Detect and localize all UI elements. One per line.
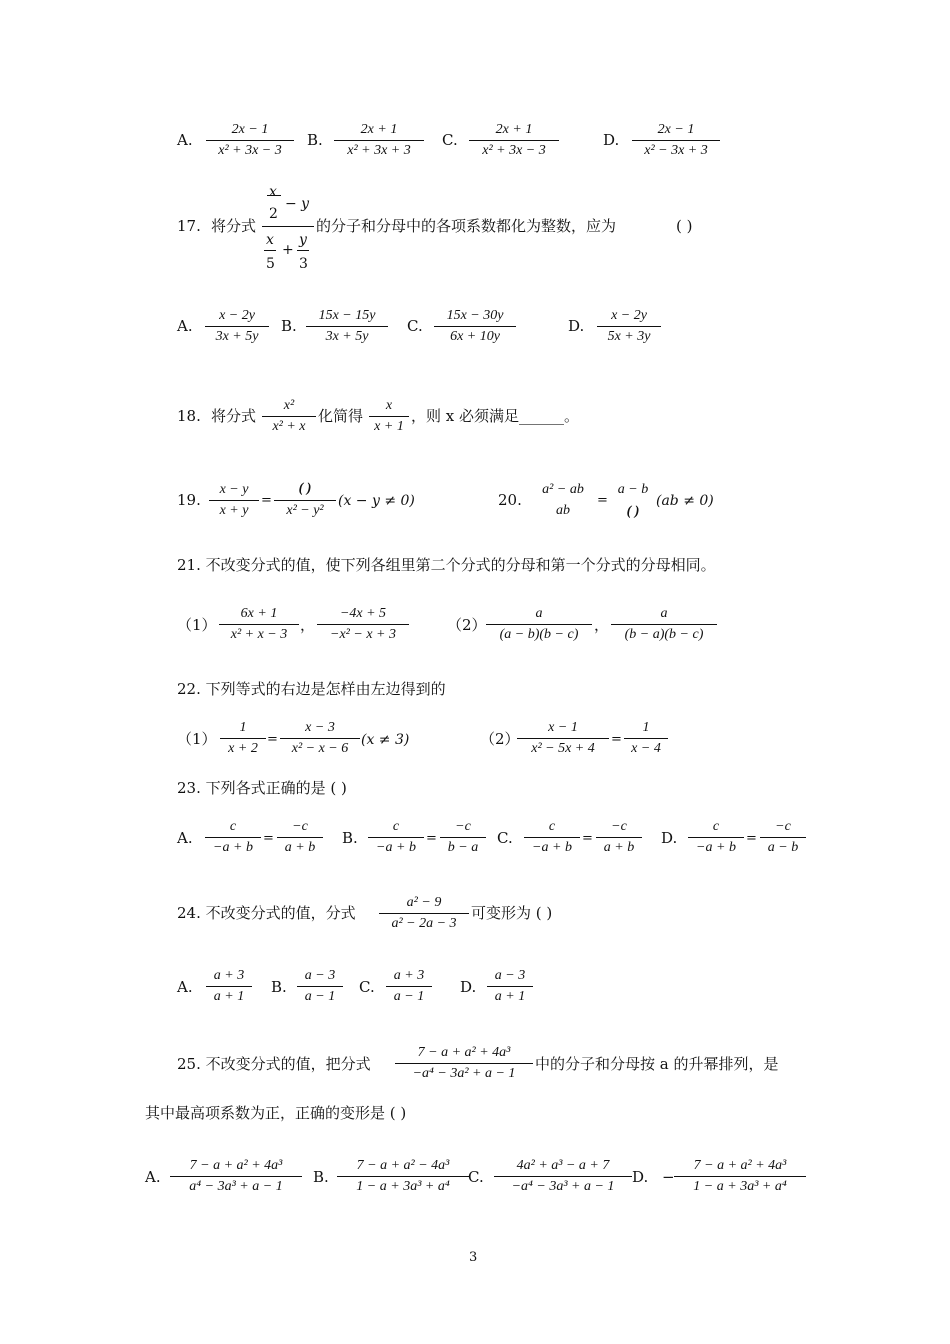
q17-number: 17. [177, 217, 201, 235]
numerator: a [535, 606, 543, 621]
q25-option-a-fraction [170, 1156, 302, 1197]
q25-fraction [395, 1043, 533, 1084]
numerator: c [392, 819, 400, 834]
numerator: a [660, 606, 668, 621]
numerator: a² − ab [542, 482, 584, 497]
q22-part1-equals: = [267, 732, 278, 747]
numerator: c [712, 819, 720, 834]
denominator: x² + x [272, 419, 306, 434]
numerator: x² [283, 398, 295, 413]
denominator-blank: ( ) [626, 504, 640, 519]
page-number: 3 [469, 1250, 478, 1265]
numerator: 7 − a + a² + 4a³ [693, 1158, 787, 1173]
numerator-blank: ( ) [298, 481, 312, 496]
denominator: ab [556, 503, 570, 518]
denominator: x + y [219, 503, 249, 518]
q16-option-c-label: C. [442, 131, 458, 149]
q20-condition: (ab ≠ 0) [656, 493, 714, 509]
denominator: a + 1 [494, 989, 526, 1004]
denominator: −a + b [213, 840, 253, 855]
denominator: a⁴ − 3a³ + a − 1 [189, 1179, 283, 1194]
q18-suffix: ，则 x 必须满足______。 [411, 407, 579, 425]
denominator: 6x + 10y [450, 329, 500, 344]
q22-part2-equals: = [611, 732, 622, 747]
q21-part2-label: （2） [447, 616, 487, 634]
q21-part1-label: （1） [177, 616, 217, 634]
q17-answer-blank: ( ) [676, 217, 693, 235]
q20-lhs-fraction [530, 480, 596, 521]
denominator: −a + b [532, 840, 572, 855]
q17-option-a-fraction [205, 306, 269, 347]
main-fraction-bar [262, 226, 314, 227]
denominator: x² + x − 3 [230, 627, 288, 642]
denominator: −a + b [376, 840, 416, 855]
denominator: x² + 3x + 3 [347, 143, 411, 158]
q17-complex-fraction [262, 184, 314, 276]
numerator: 7 − a + a² + 4a³ [189, 1158, 283, 1173]
q20-rhs-fraction [612, 480, 654, 523]
q19-number: 19. [177, 491, 201, 509]
q19-equals: = [261, 493, 272, 508]
q23-option-a-equals: = [263, 831, 274, 846]
numerator: a + 3 [213, 968, 245, 983]
q25-suffix: 中的分子和分母按 a 的升幂排列，是 [535, 1055, 779, 1073]
numerator: −c [775, 819, 791, 834]
denominator: x² + 3x − 3 [482, 143, 546, 158]
q19-lhs-fraction [209, 480, 259, 521]
q23-option-b-rhs [440, 817, 486, 858]
q21-part2-comma: ， [594, 616, 610, 634]
q23-option-d-rhs [760, 817, 806, 858]
q22-part2-rhs-fraction [624, 718, 668, 759]
q25-option-c-label: C. [468, 1168, 484, 1186]
q22-part1-condition: (x ≠ 3) [361, 732, 410, 748]
denominator: a − b [767, 840, 799, 855]
q17-top-two: 2 [269, 206, 278, 222]
q16-option-d-label: D. [603, 131, 620, 149]
q24-option-b-fraction [297, 966, 343, 1007]
q17-bottom-five: 5 [266, 256, 275, 272]
q25-option-b-label: B. [313, 1168, 329, 1186]
q23-text: 23. 下列各式正确的是 ( ) [177, 779, 347, 797]
q16-option-a-label: A. [177, 131, 193, 149]
numerator: 1 [642, 720, 650, 735]
numerator: 4a² + a³ − a + 7 [516, 1158, 610, 1173]
q18-fraction-1 [262, 396, 316, 437]
fraction-bar [264, 250, 276, 251]
numerator: x − y [219, 482, 249, 497]
denominator: x² − 3x + 3 [644, 143, 708, 158]
numerator: 7 − a + a² − 4a³ [356, 1158, 450, 1173]
q24-option-d-fraction [487, 966, 533, 1007]
q17-option-d-fraction [597, 306, 661, 347]
q24-option-c-fraction [386, 966, 432, 1007]
numerator: −c [455, 819, 471, 834]
numerator: a − b [617, 482, 649, 497]
q18-prefix: 将分式 [211, 407, 257, 425]
numerator: x − 2y [611, 308, 647, 323]
q21-part1-fraction-1 [219, 604, 299, 645]
numerator: 2x − 1 [231, 122, 269, 137]
numerator: x [385, 398, 393, 413]
q17-suffix: 的分子和分母中的各项系数都化为整数，应为 [316, 217, 617, 235]
denominator: 5x + 3y [607, 329, 651, 344]
denominator: x² + 3x − 3 [218, 143, 282, 158]
q23-option-c-lhs [524, 817, 580, 858]
q23-option-d-lhs [688, 817, 744, 858]
q25-prefix: 25. 不改变分式的值，把分式 [177, 1055, 371, 1073]
q23-option-a-rhs [277, 817, 323, 858]
numerator: 2x + 1 [495, 122, 533, 137]
q19-rhs-fraction [274, 477, 336, 521]
q16-option-d-fraction [632, 120, 720, 161]
q25-line-2: 其中最高项系数为正，正确的变形是 ( ) [145, 1104, 407, 1122]
denominator: (a − b)(b − c) [499, 627, 579, 642]
numerator: 2x + 1 [360, 122, 398, 137]
q23-option-a-label: A. [177, 829, 193, 847]
q21-part1-fraction-2 [317, 604, 409, 645]
q19-condition: (x − y ≠ 0) [338, 493, 415, 509]
q17-bottom-plus: + [282, 242, 294, 258]
q17-option-a-label: A. [177, 317, 193, 335]
denominator: x + 2 [228, 741, 258, 756]
q22-part2-lhs-fraction [517, 718, 609, 759]
denominator: a − 1 [304, 989, 336, 1004]
denominator: −a + b [696, 840, 736, 855]
q20-equals: = [597, 493, 608, 508]
denominator: 1 − a + 3a³ + a⁴ [356, 1179, 450, 1194]
q16-option-b-label: B. [307, 131, 323, 149]
numerator: x − 3 [305, 720, 335, 735]
q24-option-b-label: B. [271, 978, 287, 996]
denominator: 3x + 5y [215, 329, 259, 344]
q24-option-a-fraction [206, 966, 252, 1007]
q23-option-c-rhs [596, 817, 642, 858]
q17-top-x: x [269, 184, 277, 200]
q23-option-a-lhs [205, 817, 261, 858]
numerator: 2x − 1 [657, 122, 695, 137]
numerator: a + 3 [393, 968, 425, 983]
q17-bottom-y: y [299, 232, 307, 248]
q25-option-d-label: D. [632, 1168, 649, 1186]
denominator: a + b [603, 840, 635, 855]
q23-option-d-label: D. [661, 829, 678, 847]
denominator: −x² − x + 3 [330, 627, 396, 642]
q17-bottom-three: 3 [299, 256, 308, 272]
denominator: −a⁴ − 3a³ + a − 1 [511, 1179, 615, 1194]
numerator: x − 2y [219, 308, 255, 323]
q17-top-minus-y: − y [285, 196, 310, 212]
q16-option-c-fraction [469, 120, 559, 161]
denominator: x² − y² [286, 503, 324, 518]
denominator: x − 4 [631, 741, 661, 756]
denominator: x² − x − 6 [291, 741, 349, 756]
q16-option-b-fraction [334, 120, 424, 161]
q23-option-b-equals: = [426, 831, 437, 846]
q24-option-a-label: A. [177, 978, 193, 996]
q23-option-d-equals: = [746, 831, 757, 846]
q25-option-d-fraction [674, 1156, 806, 1197]
numerator: c [548, 819, 556, 834]
q21-part1-comma: ， [300, 616, 316, 634]
numerator: x − 1 [548, 720, 578, 735]
q23-option-b-lhs [368, 817, 424, 858]
numerator: −c [611, 819, 627, 834]
q21-part2-fraction-1 [486, 604, 592, 645]
q25-option-b-fraction [337, 1156, 469, 1197]
numerator: a² − 9 [406, 895, 442, 910]
denominator: (b − a)(b − c) [624, 627, 704, 642]
numerator: 7 − a + a² + 4a³ [417, 1045, 511, 1060]
q23-option-c-label: C. [497, 829, 513, 847]
q24-suffix: 可变形为 ( ) [471, 904, 553, 922]
denominator: x² − 5x + 4 [531, 741, 595, 756]
numerator: a − 3 [304, 968, 336, 983]
denominator: x + 1 [374, 419, 404, 434]
q18-middle-text: 化简得 [318, 407, 364, 425]
q22-part1-label: （1） [177, 730, 217, 748]
q23-option-c-equals: = [582, 831, 593, 846]
q20-number: 20. [498, 491, 522, 509]
denominator: a − 1 [393, 989, 425, 1004]
fraction-bar [267, 195, 281, 196]
q17-option-d-label: D. [568, 317, 585, 335]
numerator: −4x + 5 [339, 606, 387, 621]
q16-option-a-fraction [206, 120, 294, 161]
q25-option-a-label: A. [145, 1168, 161, 1186]
q17-option-b-label: B. [281, 317, 297, 335]
q17-option-b-fraction [306, 306, 388, 347]
denominator: a + 1 [213, 989, 245, 1004]
numerator: c [229, 819, 237, 834]
q17-option-c-label: C. [407, 317, 423, 335]
q22-part2-label: （2） [480, 730, 520, 748]
numerator: a − 3 [494, 968, 526, 983]
denominator: 3x + 5y [325, 329, 369, 344]
q22-text: 22. 下列等式的右边是怎样由左边得到的 [177, 680, 446, 698]
q17-option-c-fraction [434, 306, 516, 347]
q25-option-c-fraction [494, 1156, 632, 1197]
q24-fraction [379, 893, 469, 934]
q18-number: 18. [177, 407, 201, 425]
denominator: a + b [284, 840, 316, 855]
numerator: 1 [239, 720, 247, 735]
denominator: 1 − a + 3a³ + a⁴ [693, 1179, 787, 1194]
q24-prefix: 24. 不改变分式的值，分式 [177, 904, 356, 922]
q24-option-d-label: D. [460, 978, 477, 996]
q18-fraction-2 [369, 396, 409, 437]
q17-prefix: 将分式 [211, 217, 257, 235]
numerator: 15x − 15y [318, 308, 376, 323]
q21-part2-fraction-2 [611, 604, 717, 645]
q21-text: 21. 不改变分式的值，使下列各组里第二个分式的分母和第一个分式的分母相同。 [177, 556, 716, 574]
fraction-bar [297, 250, 309, 251]
q22-part1-rhs-fraction [280, 718, 360, 759]
denominator: −a⁴ − 3a² + a − 1 [412, 1066, 516, 1081]
q23-option-b-label: B. [342, 829, 358, 847]
denominator: b − a [447, 840, 479, 855]
q22-part1-lhs-fraction [220, 718, 266, 759]
numerator: −c [292, 819, 308, 834]
numerator: 15x − 30y [446, 308, 504, 323]
q25-option-d-sign: − [662, 1168, 675, 1186]
numerator: 6x + 1 [240, 606, 278, 621]
q24-option-c-label: C. [359, 978, 375, 996]
q17-bottom-x: x [266, 232, 274, 248]
denominator: a² − 2a − 3 [391, 916, 457, 931]
